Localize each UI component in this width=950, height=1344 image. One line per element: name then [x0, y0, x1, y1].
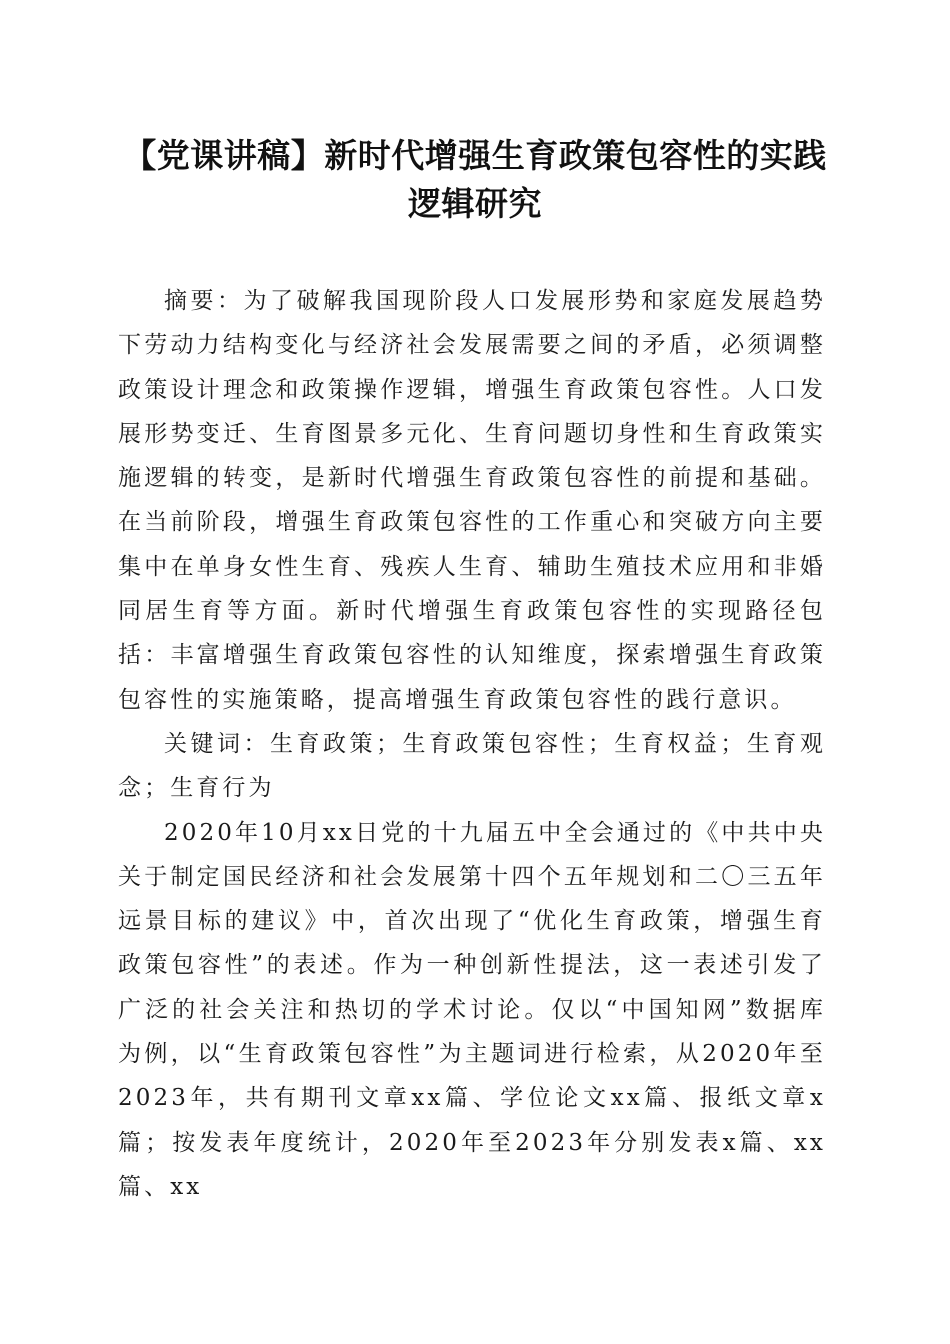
body-paragraph: 2020年10月xx日党的十九届五中全会通过的《中共中央关于制定国民经济和社会发展第十四个五年规划和二〇三五年远景目标的建议》中，首次出现了“优化生育政策，增强生育政策包容性”的表述。作为一种创新性提法，这一表述引发了广泛的社会关注和热切的学术讨论。仅以“中国知网”数据库为例，以“生育政策包容性”为主题词进行检索，从2020年至2023年，共有期刊文章xx篇、学位论文xx篇、报纸文章x篇；按发表年度统计，2020年至2023年分别发表x篇、xx篇、xx	[118, 819, 826, 1200]
document-body	[118, 279, 826, 1209]
abstract-paragraph: 摘要：为了破解我国现阶段人口发展形势和家庭发展趋势下劳动力结构变化与经济社会发展需要之间的矛盾，必须调整政策设计理念和政策操作逻辑，增强生育政策包容性。人口发展形势变迁、生育图景多元化、生育问题切身性和生育政策实施逻辑的转变，是新时代增强生育政策包容性的前提和基础。在当前阶段，增强生育政策包容性的工作重心和突破方向主要集中在单身女性生育、残疾人生育、辅助生殖技术应用和非婚同居生育等方面。新时代增强生育政策包容性的实现路径包括：丰富增强生育政策包容性的认知维度，探索增强生育政策包容性的实施策略，提高增强生育政策包容性的践行意识。	[118, 288, 826, 713]
keywords-paragraph: 关键词：生育政策；生育政策包容性；生育权益；生育观念；生育行为	[118, 730, 826, 802]
document-title: 【党课讲稿】新时代增强生育政策包容性的实践逻辑研究	[123, 136, 827, 223]
